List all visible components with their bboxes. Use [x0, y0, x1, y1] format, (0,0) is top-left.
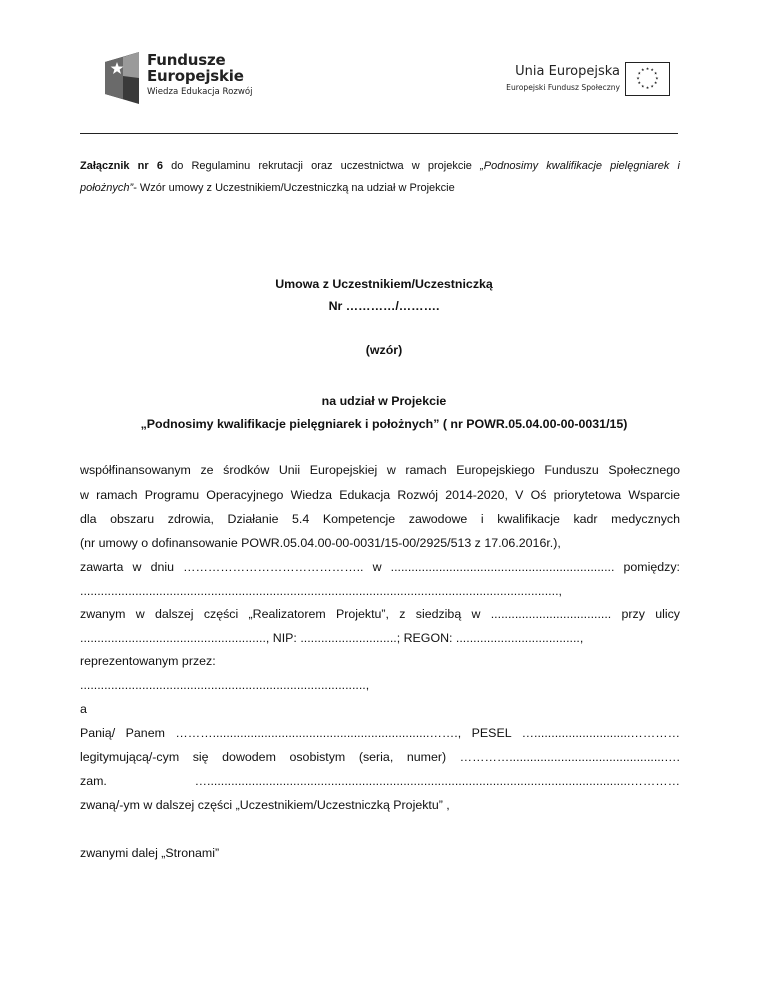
- ue-logo-line2: Europejski Fundusz Społeczny: [506, 83, 620, 92]
- body-line-9: reprezentowanym przez:: [80, 654, 216, 668]
- fe-logo-line1: Fundusze: [147, 51, 226, 69]
- unia-europejska-logo: [470, 62, 670, 102]
- subject-line: na udział w Projekcie: [321, 394, 447, 408]
- svg-text:★: ★: [641, 83, 645, 89]
- body-line-7: zwanym w dalszej części „Realizatorem Projektu”, z siedzibą w ................................... przy ulicy: [80, 607, 680, 621]
- annex-text: do Regulaminu rekrutacji oraz uczestnictwa w projekcie: [162, 160, 481, 172]
- body-line-5: zawarta w dniu …………………………………….. w ................................................................. pomiędzy:: [80, 560, 680, 574]
- body-line-11: a: [80, 702, 87, 716]
- annex-project-name-2: położnych”: [80, 182, 134, 194]
- template-label: (wzór): [365, 343, 403, 357]
- fundusze-europejskie-logo: [103, 50, 283, 112]
- fundusze-europejskie-emblem-icon: [103, 50, 141, 106]
- body-line-3: dla obszaru zdrowia, Działanie 5.4 Kompetencje zawodowe i kwalifikacje kadr medycznych: [80, 512, 680, 526]
- body-line-16: zwanymi dalej „Stronami”: [80, 846, 220, 860]
- annex-line-2: [80, 181, 680, 196]
- svg-text:★: ★: [645, 65, 650, 71]
- body-line-15: zwaną/-ym w dalszej części „Uczestnikiem/Uczestniczką Projektu” ,: [80, 798, 450, 812]
- svg-text:★: ★: [650, 83, 654, 89]
- svg-text:★: ★: [653, 80, 658, 86]
- svg-text:★: ★: [636, 75, 640, 81]
- body-line-6: ...........................................................................................................................................,: [80, 584, 562, 598]
- svg-text:★: ★: [655, 75, 659, 81]
- svg-text:★: ★: [641, 67, 645, 73]
- body-line-4: (nr umowy o dofinansowanie POWR.05.04.00-00-0031/15-00/2925/513 z 17.06.2016r.),: [80, 536, 561, 550]
- body-line-12: Panią/ Panem ………...............................................................……., PESEL …............................…………: [80, 726, 680, 740]
- svg-text:★: ★: [645, 84, 650, 90]
- contract-title: Umowa z Uczestnikiem/Uczestniczką: [275, 277, 493, 291]
- body-line-13: legitymującą/-cym się dowodem osobistym (seria, numer) ………….............................................….: [80, 750, 680, 764]
- annex-number: Załącznik nr 6: [80, 160, 163, 172]
- eu-flag-icon: [625, 62, 670, 96]
- body-line-10: ...................................................................................,: [80, 678, 370, 692]
- svg-text:★: ★: [650, 67, 654, 73]
- annex-project-name-1: „Podnosimy kwalifikacje pielęgniarek i: [480, 160, 681, 172]
- body-line-8: ......................................................, NIP: ............................; REGON: ....................................,: [80, 631, 584, 645]
- annex-line-1: [80, 159, 680, 174]
- contract-number: Nr …………/……….: [328, 299, 440, 313]
- annex-description: - Wzór umowy z Uczestnikiem/Uczestniczką na udział w Projekcie: [133, 182, 455, 194]
- svg-text:★: ★: [653, 70, 658, 76]
- fe-logo-line3: Wiedza Edukacja Rozwój: [147, 87, 253, 97]
- body-line-1: współfinansowanym ze środków Unii Europejskiej w ramach Europejskiego Funduszu Społecznego: [80, 463, 680, 477]
- header-divider: [80, 133, 678, 134]
- ue-logo-line1: Unia Europejska: [515, 64, 620, 79]
- body-line-2: w ramach Programu Operacyjnego Wiedza Edukacja Rozwój 2014-2020, V Oś priorytetowa Wsparcie: [80, 488, 680, 502]
- fe-logo-line2: Europejskie: [147, 67, 244, 85]
- svg-text:★: ★: [637, 70, 642, 76]
- svg-text:★: ★: [637, 80, 642, 86]
- project-title: „Podnosimy kwalifikacje pielęgniarek i położnych” ( nr POWR.05.04.00-00-0031/15): [140, 417, 628, 431]
- body-line-14: zam. …...........................................................................................................................…………: [80, 774, 680, 788]
